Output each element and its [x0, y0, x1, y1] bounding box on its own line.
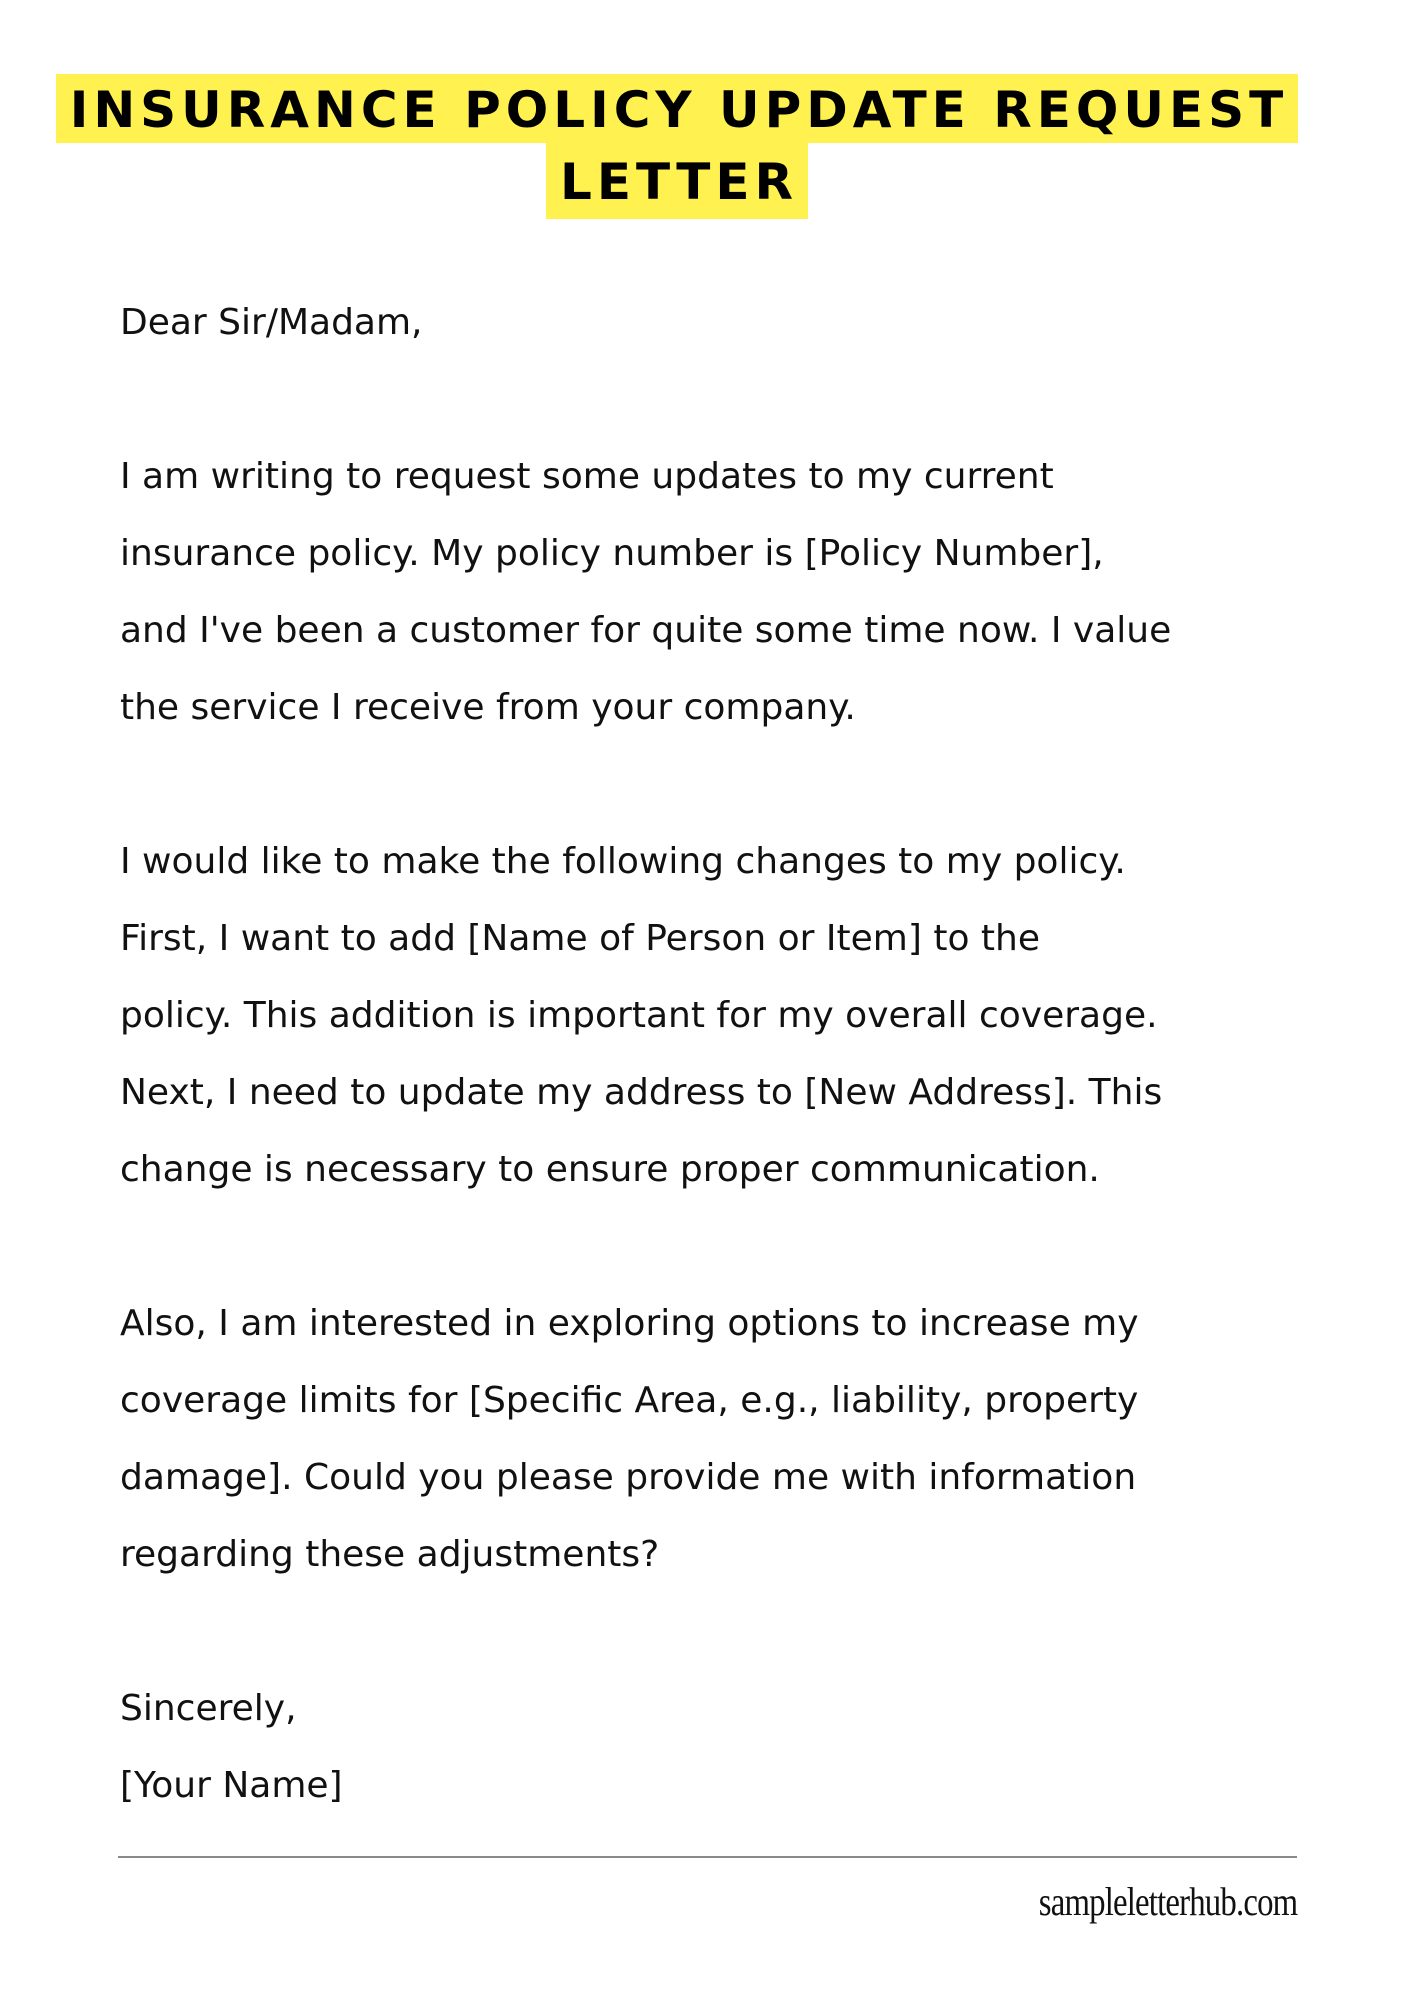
document-title — [0, 74, 1354, 219]
paragraph-line: change is necessary to ensure proper communication. — [120, 1149, 1100, 1190]
paragraph-line: policy. This addition is important for my overall coverage. — [120, 995, 1158, 1036]
footer-divider — [118, 1856, 1297, 1858]
title-line-2: LETTER — [546, 143, 808, 219]
paragraph-line: Next, I need to update my address to [New Address]. This — [120, 1072, 1163, 1113]
salutation: Dear Sir/Madam, — [120, 302, 423, 343]
paragraph-line: coverage limits for [Specific Area, e.g., liability, property — [120, 1380, 1139, 1421]
paragraph-line: I would like to make the following changes to my policy. — [120, 841, 1126, 882]
letter-body — [120, 284, 1380, 1824]
title-line-1: INSURANCE POLICY UPDATE REQUEST — [56, 74, 1299, 143]
paragraph-line: the service I receive from your company. — [120, 687, 856, 728]
paragraph-line: damage]. Could you please provide me with information — [120, 1457, 1137, 1498]
paragraph-line: Also, I am interested in exploring options to increase my — [120, 1303, 1139, 1344]
paragraph-2 — [120, 823, 1380, 1208]
paragraph-line: insurance policy. My policy number is [Policy Number], — [120, 533, 1104, 574]
paragraph-line: and I've been a customer for quite some time now. I value — [120, 610, 1172, 651]
paragraph-line: First, I want to add [Name of Person or Item] to the — [120, 918, 1041, 959]
footer-site-name: sampleletterhub.com — [1038, 1879, 1297, 1924]
signature: [Your Name] — [120, 1765, 343, 1806]
paragraph-line: regarding these adjustments? — [120, 1534, 660, 1575]
closing: Sincerely, — [120, 1688, 297, 1729]
paragraph-line: I am writing to request some updates to my current — [120, 456, 1054, 497]
paragraph-3 — [120, 1285, 1380, 1593]
paragraph-1 — [120, 438, 1380, 746]
